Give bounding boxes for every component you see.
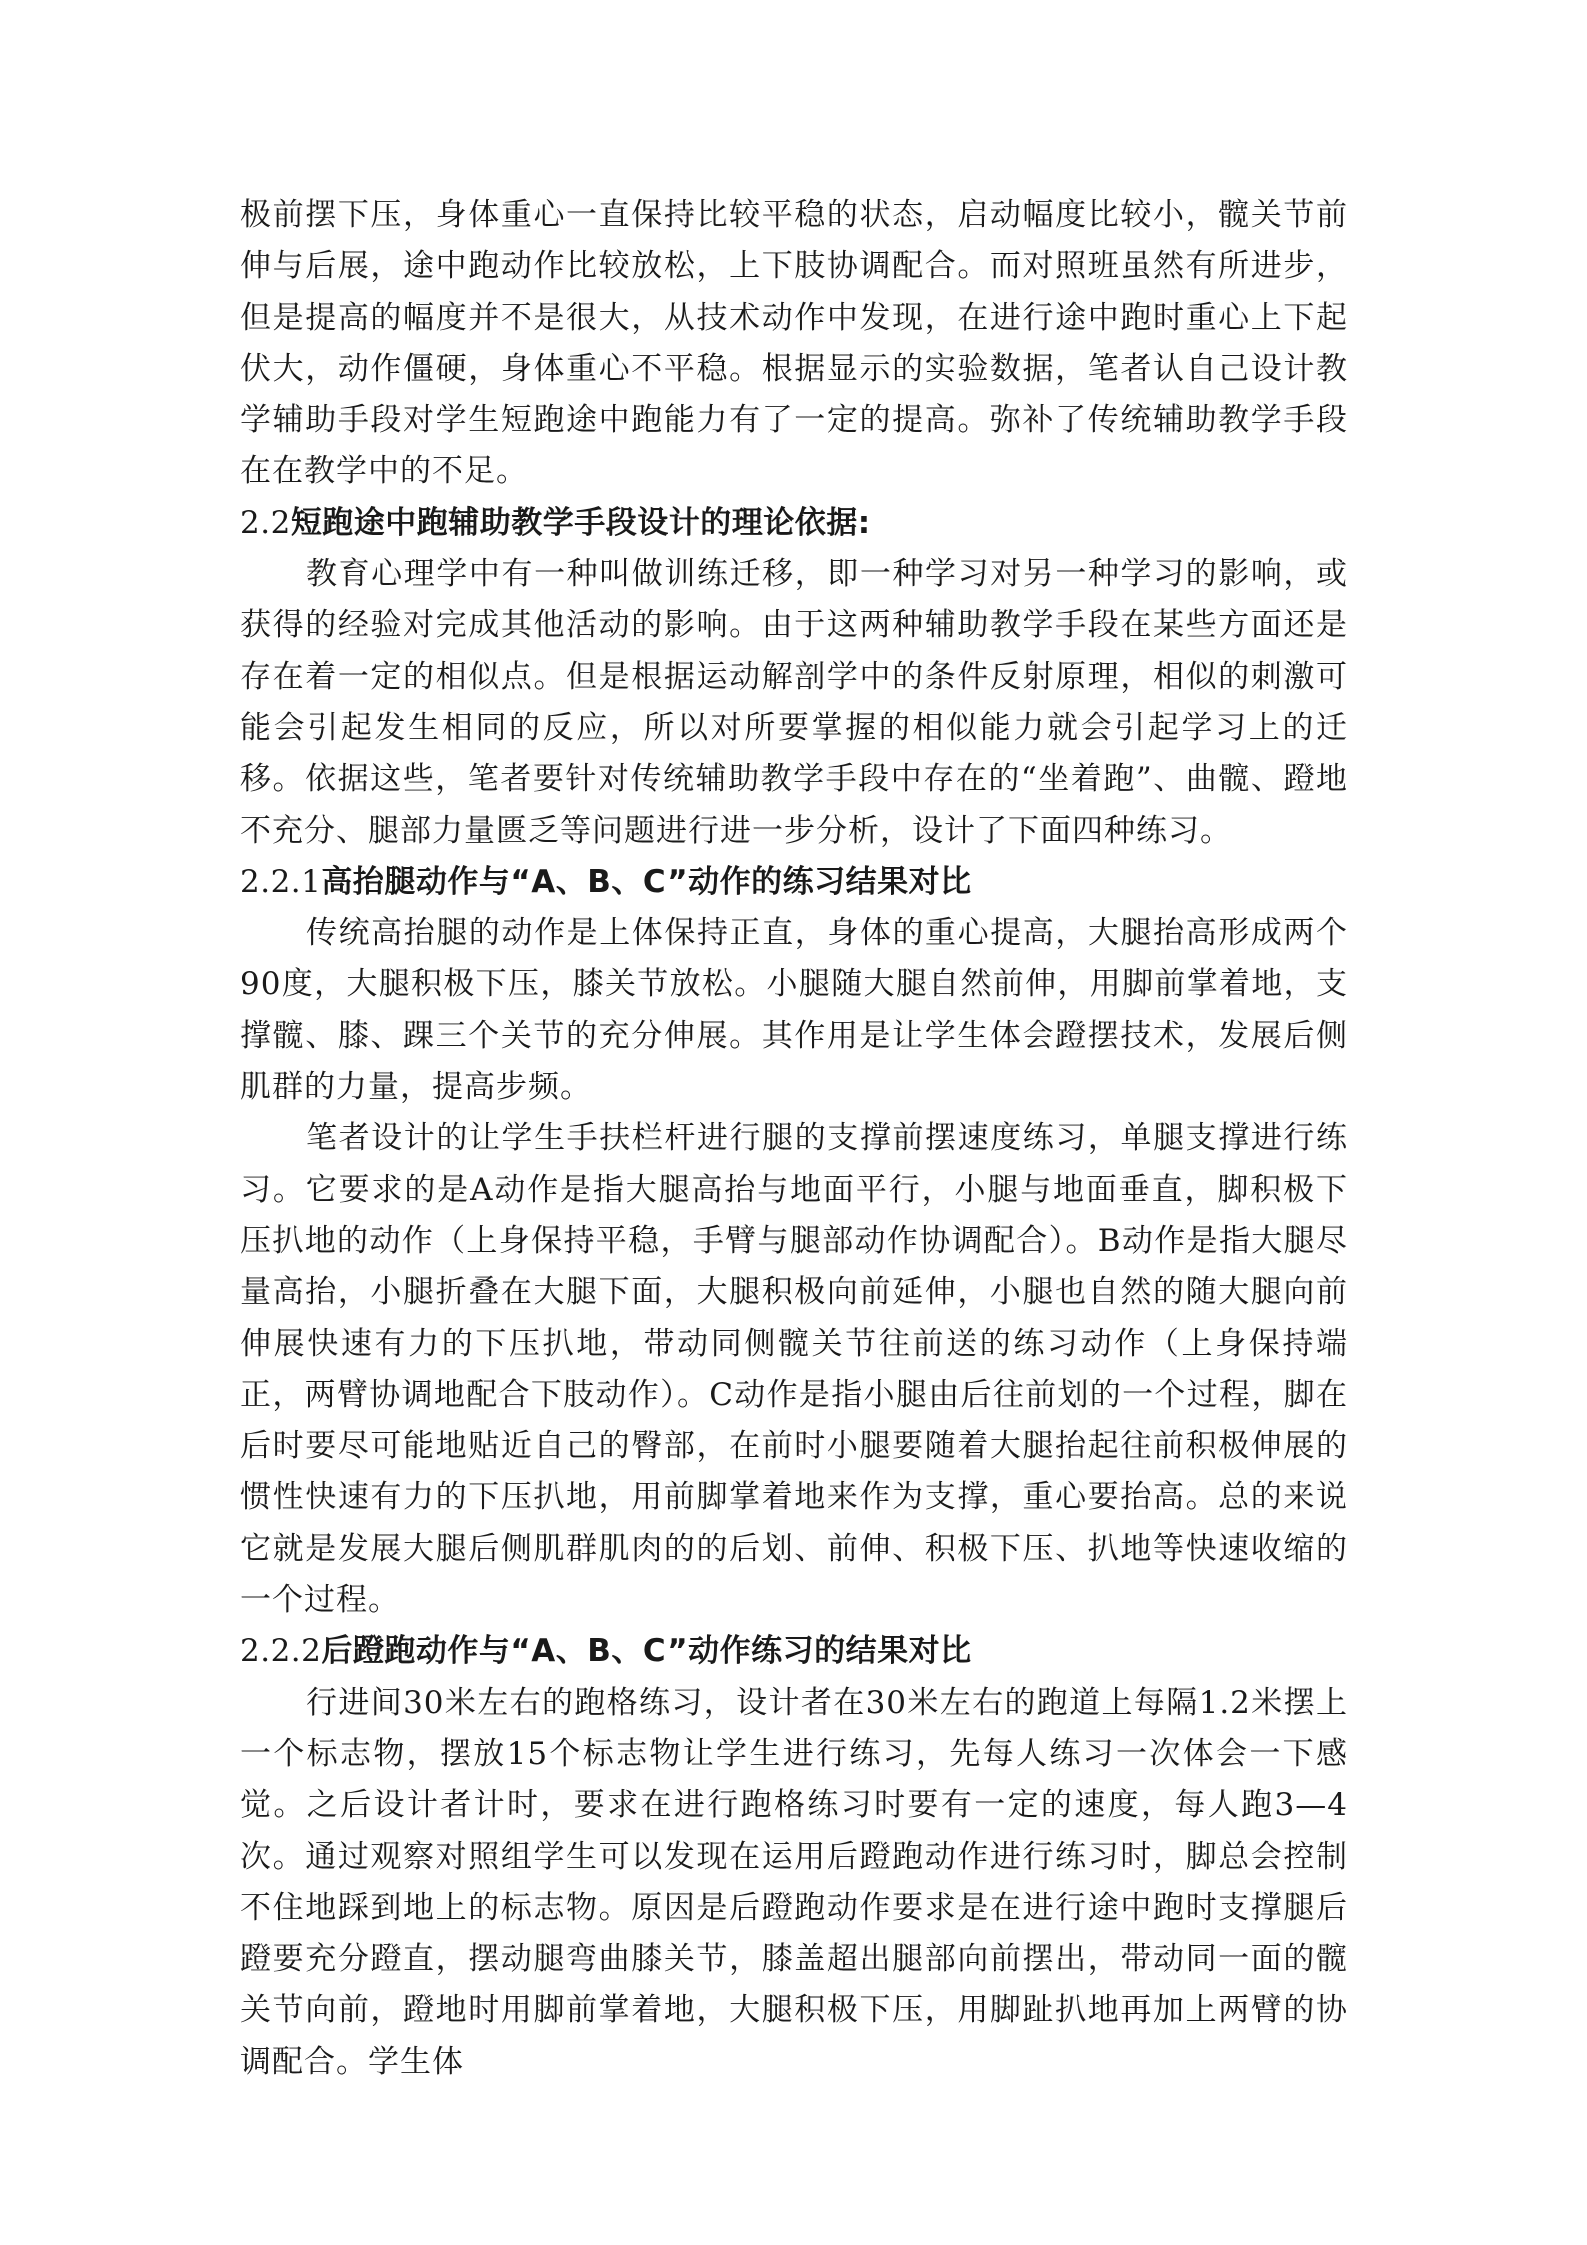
section-heading <box>240 857 1348 908</box>
section-number: 2.2 <box>240 504 291 541</box>
section-title: 后蹬跑动作与“A、B、C”动作练习的结果对比 <box>321 1633 972 1670</box>
body-paragraph: 极前摆下压，身体重心一直保持比较平稳的状态，启动幅度比较小，髋关节前伸与后展，途中跑动作比较放松，上下肢协调配合。而对照班虽然有所进步，但是提高的幅度并不是很大，从技术动作中发现，在进行途中跑时重心上下起伏大，动作僵硬，身体重心不平稳。根据显示的实验数据，笔者认自己设计教学辅助手段对学生短跑途中跑能力有了一定的提高。弥补了传统辅助教学手段在在教学中的不足。 <box>240 197 1348 490</box>
body-paragraph: 传统高抬腿的动作是上体保持正直，身体的重心提高，大腿抬高形成两个90度，大腿积极下压，膝关节放松。小腿随大腿自然前伸，用脚前掌着地，支撑髋、膝、踝三个关节的充分伸展。其作用是让学生体会蹬摆技术，发展后侧肌群的力量，提高步频。 <box>240 915 1348 1106</box>
section-number: 2.2.2 <box>240 1633 322 1670</box>
document-body <box>240 190 1348 2088</box>
body-paragraph: 教育心理学中有一种叫做训练迁移，即一种学习对另一种学习的影响，或获得的经验对完成其他活动的影响。由于这两种辅助教学手段在某些方面还是存在着一定的相似点。但是根据运动解剖学中的条件反射原理，相似的刺激可能会引起发生相同的反应，所以对所要掌握的相似能力就会引起学习上的迁移。依据这些，笔者要针对传统辅助教学手段中存在的“坐着跑”、曲髋、蹬地不充分、腿部力量匮乏等问题进行进一步分析，设计了下面四种练习。 <box>240 556 1348 849</box>
section-title: 短跑途中跑辅助教学手段设计的理论依据: <box>290 504 871 541</box>
section-number: 2.2.1 <box>240 863 322 900</box>
body-paragraph: 笔者设计的让学生手扶栏杆进行腿的支撑前摆速度练习，单腿支撑进行练习。它要求的是A动作是指大腿高抬与地面平行，小腿与地面垂直，脚积极下压扒地的动作（上身保持平稳，手臂与腿部动作协调配合）。B动作是指大腿尽量高抬，小腿折叠在大腿下面，大腿积极向前延伸，小腿也自然的随大腿向前伸展快速有力的下压扒地，带动同侧髋关节往前送的练习动作（上身保持端正，两臂协调地配合下肢动作）。C动作是指小腿由后往前划的一个过程，脚在后时要尽可能地贴近自己的臀部，在前时小腿要随着大腿抬起往前积极伸展的惯性快速有力的下压扒地，用前脚掌着地来作为支撑，重心要抬高。总的来说它就是发展大腿后侧肌群肌肉的的后划、前伸、积极下压、扒地等快速收缩的一个过程。 <box>240 1120 1348 1619</box>
section-heading <box>240 1626 1348 1677</box>
section-title: 高抬腿动作与“A、B、C”动作的练习结果对比 <box>321 863 972 900</box>
body-paragraph: 行进间30米左右的跑格练习，设计者在30米左右的跑道上每隔1.2米摆上一个标志物，摆放15个标志物让学生进行练习，先每人练习一次体会一下感觉。之后设计者计时，要求在进行跑格练习时要有一定的速度，每人跑3—4次。通过观察对照组学生可以发现在运用后蹬跑动作进行练习时，脚总会控制不住地踩到地上的标志物。原因是后蹬跑动作要求是在进行途中跑时支撑腿后蹬要充分蹬直，摆动腿弯曲膝关节，膝盖超出腿部向前摆出，带动同一面的髋关节向前，蹬地时用脚前掌着地，大腿积极下压，用脚趾扒地再加上两臂的协调配合。学生体 <box>240 1684 1348 2080</box>
section-heading <box>240 498 1348 549</box>
